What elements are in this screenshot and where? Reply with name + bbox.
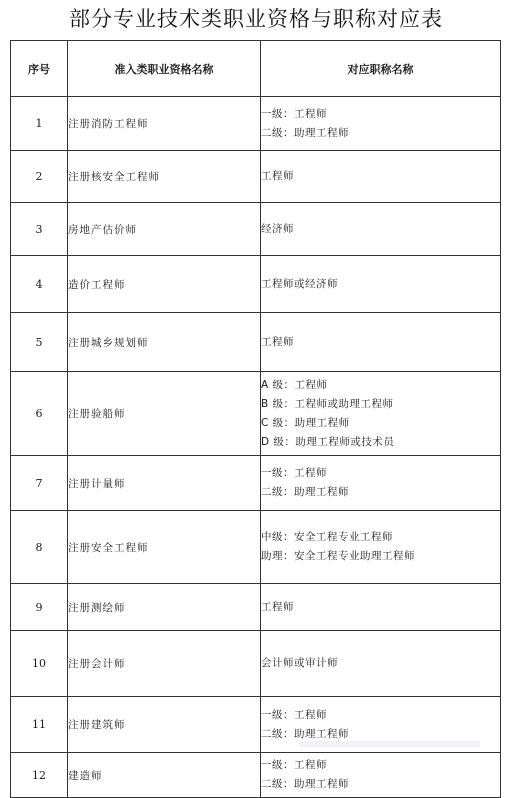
row-number: 6 [11, 372, 68, 456]
title-cell [261, 203, 501, 256]
title-line: 工程师 [261, 170, 294, 182]
row-number: 4 [11, 256, 68, 313]
title-cell [261, 753, 501, 798]
header-no: 序号 [11, 41, 68, 97]
title-line: A 级：工程师 [261, 378, 328, 391]
table-row [11, 511, 501, 584]
table-row [11, 631, 501, 697]
title-cell [261, 151, 501, 203]
title-line: 会计师或审计师 [261, 657, 338, 669]
row-number: 2 [11, 151, 68, 203]
row-number: 3 [11, 203, 68, 256]
title-line: 中级：安全工程专业工程师 [261, 531, 393, 543]
table-header-row [11, 41, 501, 97]
qualification-name: 注册消防工程师 [68, 97, 261, 151]
qualification-name: 注册建筑师 [68, 697, 261, 753]
title-line: D 级：助理工程师或技术员 [261, 435, 395, 448]
title-line: 二级：助理工程师 [261, 126, 349, 139]
table-row [11, 313, 501, 372]
table-row [11, 203, 501, 256]
row-number: 8 [11, 511, 68, 584]
title-line: C 级：助理工程师 [261, 416, 350, 429]
table-body [11, 97, 501, 798]
table-row [11, 456, 501, 511]
row-number: 1 [11, 97, 68, 151]
page-title: 部分专业技术类职业资格与职称对应表 [69, 7, 443, 31]
qualification-name: 注册验船师 [68, 372, 261, 456]
watermark-strip [300, 741, 480, 747]
title-line: 助理：安全工程专业助理工程师 [261, 550, 415, 562]
title-line: 二级：助理工程师 [261, 778, 349, 790]
title-cell [261, 97, 501, 151]
title-line: B 级：工程师或助理工程师 [261, 397, 394, 410]
title-line: 一级：工程师 [261, 107, 327, 120]
title-line: 二级：助理工程师 [261, 727, 349, 740]
header-title: 对应职称名称 [261, 41, 501, 97]
title-line: 二级：助理工程师 [261, 486, 349, 498]
row-number: 9 [11, 584, 68, 631]
title-line: 一级：工程师 [261, 759, 327, 771]
qualification-name: 房地产估价师 [68, 203, 261, 256]
title-line: 工程师或经济师 [261, 277, 338, 290]
title-line: 一级：工程师 [261, 708, 327, 721]
table-row [11, 372, 501, 456]
row-number: 10 [11, 631, 68, 697]
qualification-name: 建造师 [68, 753, 261, 798]
qualification-name: 注册计量师 [68, 456, 261, 511]
table-row [11, 753, 501, 798]
title-cell [261, 256, 501, 313]
title-cell [261, 313, 501, 372]
title-line: 工程师 [261, 335, 294, 348]
table-row [11, 584, 501, 631]
title-cell [261, 372, 501, 456]
row-number: 12 [11, 753, 68, 798]
row-number: 7 [11, 456, 68, 511]
title-line: 经济师 [261, 222, 294, 235]
row-number: 5 [11, 313, 68, 372]
title-line: 工程师 [261, 600, 294, 613]
table-row [11, 151, 501, 203]
row-number: 11 [11, 697, 68, 753]
table-row [11, 256, 501, 313]
qualification-name: 注册安全工程师 [68, 511, 261, 584]
title-cell [261, 511, 501, 584]
qualification-name: 注册城乡规划师 [68, 313, 261, 372]
title-cell [261, 631, 501, 697]
header-qualification: 准入类职业资格名称 [68, 41, 261, 97]
qualification-table [10, 40, 501, 798]
qualification-name: 造价工程师 [68, 256, 261, 313]
qualification-name: 注册测绘师 [68, 584, 261, 631]
qualification-name: 注册核安全工程师 [68, 151, 261, 203]
qualification-name: 注册会计师 [68, 631, 261, 697]
title-cell [261, 456, 501, 511]
title-line: 一级：工程师 [261, 467, 327, 479]
title-cell [261, 584, 501, 631]
table-row [11, 97, 501, 151]
